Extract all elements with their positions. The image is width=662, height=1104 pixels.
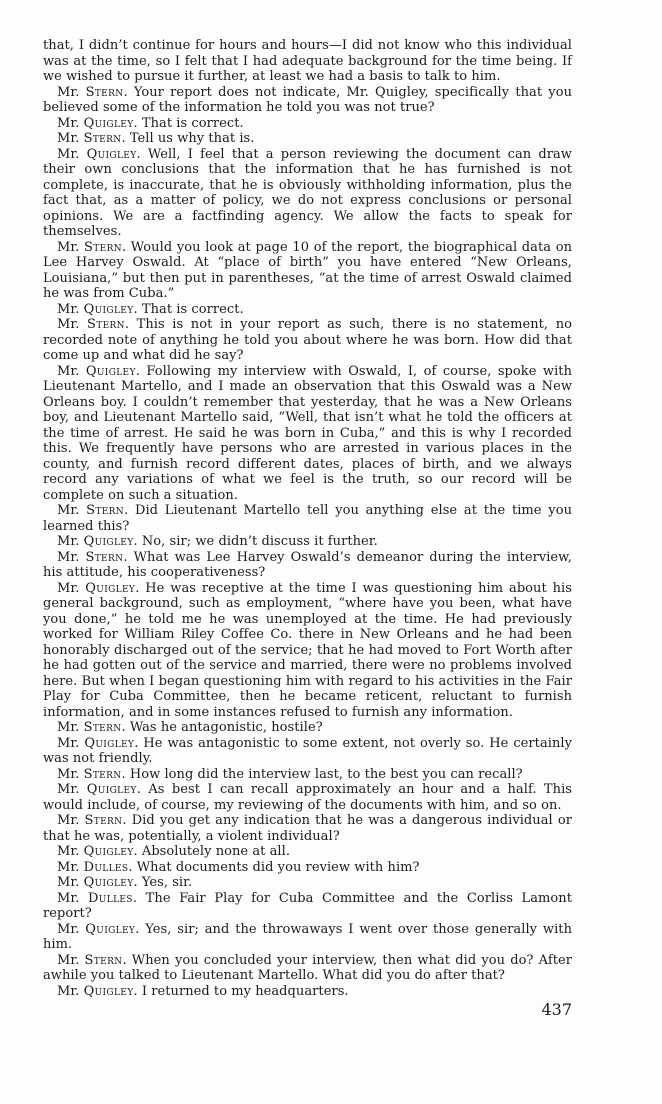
dialogue-paragraph <box>43 503 572 534</box>
speech-text: Did you get any indication that he was a dangerous individual or that he was, potentially, a violent individual? <box>43 813 572 844</box>
speaker-title: Mr. <box>57 146 87 162</box>
speaker-suffix: . <box>124 317 137 332</box>
dialogue-paragraph <box>43 317 572 364</box>
speaker-name: Stern <box>85 549 124 565</box>
speaker-title: Mr. <box>57 844 84 859</box>
dialogue-paragraph <box>43 38 572 85</box>
speaker-name: Quigley <box>83 844 134 859</box>
speaker-suffix: . <box>133 844 142 859</box>
speaker-title: Mr. <box>57 813 85 828</box>
speaker-name: Stern <box>83 766 122 782</box>
speaker-suffix: . <box>121 766 130 782</box>
speaker-name: Quigley <box>85 580 136 596</box>
speaker-suffix: . <box>135 363 147 379</box>
speech-text: The Fair Play for Cuba Committee and the Corliss Lamont report? <box>43 890 572 921</box>
dialogue-paragraph <box>43 131 572 147</box>
speaker-name: Quigley <box>83 115 134 131</box>
speech-text: As best I can recall approximately an hour and a half. This would include, of course, my reviewing of the documents with him, and so on. <box>43 782 572 813</box>
speaker-name: Stern <box>83 131 122 146</box>
speaker-suffix: . <box>133 983 142 999</box>
speech-text: Was he antagonistic, hostile? <box>129 720 323 735</box>
speaker-name: Quigley <box>83 983 134 999</box>
speaker-suffix: . <box>121 239 131 255</box>
speech-text: that, I didn’t continue for hours and hours—I did not know who this individual was at the time, so I felt that I had adequate background for the time being. If we wished to pursue it further, at least we had a basis to talk to him. <box>43 38 572 84</box>
speaker-name: Quigley <box>84 735 135 751</box>
speech-text: That is correct. <box>141 115 244 131</box>
speaker-suffix: . <box>133 534 142 549</box>
speaker-name: Stern <box>84 952 123 968</box>
speaker-title: Mr. <box>57 766 84 782</box>
speech-text: Yes, sir. <box>141 875 193 890</box>
speaker-suffix: . <box>123 549 134 565</box>
dialogue-paragraph <box>43 736 572 767</box>
speech-text: That is correct. <box>141 301 244 317</box>
speaker-title: Mr. <box>57 503 87 518</box>
speech-text: Following my interview with Oswald, I, of course, spoke with Lieutenant Martello, and I made an observation that this Oswald was a New Orleans boy. I couldn’t remember that yesterday, that he was a New Orleans boy, and Lieutenant Martello said, “Well, that isn’t what he told the officers at the time of arrest. He said he was born in Cuba,” and this is why I recorded this. We frequently have persons who are arrested in various places in the county, and furnish record different dates, places of birth, and we always record any variations of what we feel is the truth, so our record will be complete on such a situation. <box>43 363 572 503</box>
speaker-name: Stern <box>83 720 122 735</box>
speaker-title: Mr. <box>57 363 86 379</box>
dialogue-paragraph <box>43 813 572 844</box>
dialogue-paragraph <box>43 534 572 550</box>
dialogue-paragraph <box>43 875 572 891</box>
speaker-title: Mr. <box>57 84 86 100</box>
speech-text: Did Lieutenant Martello tell you anything else at the time you learned this? <box>43 503 572 534</box>
dialogue-paragraph <box>43 550 572 581</box>
speaker-title: Mr. <box>57 921 86 937</box>
speech-text: Absolutely none at all. <box>141 844 291 859</box>
speaker-name: Quigley <box>83 301 134 317</box>
speaker-suffix: . <box>132 890 146 906</box>
speech-text: Tell us why that is. <box>129 131 255 146</box>
speaker-name: Stern <box>85 84 124 100</box>
dialogue-paragraph <box>43 240 572 302</box>
speech-text: What documents did you review with him? <box>136 859 420 875</box>
speaker-suffix: . <box>124 503 135 518</box>
speaker-suffix: . <box>121 131 130 146</box>
speech-text: Your report does not indicate, Mr. Quigley, specifically that you believed some of the information he told you was not true? <box>43 84 572 115</box>
speaker-suffix: . <box>135 580 146 596</box>
speaker-suffix: . <box>122 813 132 828</box>
dialogue-paragraph <box>43 302 572 318</box>
speaker-title: Mr. <box>57 115 84 131</box>
dialogue-paragraph <box>43 85 572 116</box>
speaker-name: Stern <box>84 239 122 255</box>
speaker-name: Quigley <box>86 782 137 797</box>
dialogue-paragraph <box>43 767 572 783</box>
speaker-title: Mr. <box>57 890 89 906</box>
speaker-name: Quigley <box>86 146 137 162</box>
speaker-name: Stern <box>86 317 125 332</box>
speech-text: Yes, sir; and the throwaways I went over those generally with him. <box>43 921 572 952</box>
dialogue-paragraph <box>43 953 572 984</box>
speaker-suffix: . <box>128 859 137 875</box>
speech-text: This is not in your report as such, there is no statement, no recorded note of anything he told you about where he was born. How did that come up and what did he say? <box>43 317 572 363</box>
dialogue-paragraph <box>43 860 572 876</box>
speaker-title: Mr. <box>57 983 84 999</box>
dialogue-paragraph <box>43 720 572 736</box>
speech-text: How long did the interview last, to the best you can recall? <box>129 766 523 782</box>
speaker-title: Mr. <box>57 317 87 332</box>
speaker-name: Stern <box>86 503 125 518</box>
speaker-suffix: . <box>135 921 146 937</box>
dialogue-paragraph <box>43 844 572 860</box>
speech-text: No, sir; we didn’t discuss it further. <box>141 534 378 549</box>
speaker-title: Mr. <box>57 952 85 968</box>
speaker-name: Quigley <box>83 875 134 890</box>
speaker-suffix: . <box>134 735 144 751</box>
speaker-suffix: . <box>121 720 130 735</box>
transcript-body <box>43 38 572 999</box>
speech-text: What was Lee Harvey Oswald’s demeanor during the interview, his attitude, his cooperativeness? <box>43 549 572 580</box>
page-number: 437 <box>541 1000 572 1019</box>
dialogue-paragraph <box>43 364 572 504</box>
speaker-title: Mr. <box>57 534 84 549</box>
dialogue-paragraph <box>43 147 572 240</box>
dialogue-paragraph <box>43 782 572 813</box>
speaker-suffix: . <box>122 952 132 968</box>
speaker-title: Mr. <box>57 301 84 317</box>
dialogue-paragraph <box>43 891 572 922</box>
speech-text: Would you look at page 10 of the report, the biographical data on Lee Harvey Oswald. At “place of birth” you have entered “New Orleans, Louisiana,” but then put in parentheses, “at the time of arrest Oswald claimed he was from Cuba.” <box>43 239 573 301</box>
speaker-title: Mr. <box>57 549 86 565</box>
speaker-name: Dulles <box>88 890 133 906</box>
speaker-name: Dulles <box>83 859 129 875</box>
speech-text: He was antagonistic to some extent, not overly so. He certainly was not friendly. <box>43 735 572 766</box>
speaker-name: Quigley <box>83 534 134 549</box>
speech-text: I returned to my headquarters. <box>141 983 349 999</box>
dialogue-paragraph <box>43 984 572 1000</box>
speaker-title: Mr. <box>57 720 84 735</box>
speaker-name: Quigley <box>85 921 136 937</box>
speaker-name: Stern <box>84 813 123 828</box>
speaker-suffix: . <box>133 875 142 890</box>
dialogue-paragraph <box>43 116 572 132</box>
speaker-suffix: . <box>133 301 142 317</box>
speaker-suffix: . <box>123 84 134 100</box>
speaker-title: Mr. <box>57 580 86 596</box>
dialogue-paragraph <box>43 922 572 953</box>
speaker-title: Mr. <box>57 735 85 751</box>
speech-text: When you concluded your interview, then what did you do? After awhile you talked to Lieutenant Martello. What did you do after that? <box>43 952 572 983</box>
speaker-title: Mr. <box>57 859 84 875</box>
speaker-title: Mr. <box>57 131 84 146</box>
speaker-title: Mr. <box>57 239 85 255</box>
dialogue-paragraph <box>43 581 572 721</box>
speech-text: He was receptive at the time I was questioning him about his general background, such as employment, “where have you been, what have you done,” he told me he was unemployed at the time. He had previously worked for William Riley Coffee Co. there in New Orleans and he had been honorably discharged out of the service; that he had moved to Fort Worth after he had gotten out of the service and married, there were no problems involved here. But when I began questioning him with regard to his activities in the Fair Play for Cuba Committee, then he became reticent, reluctant to furnish information, and in some instances refused to furnish any information. <box>43 580 572 720</box>
speaker-suffix: . <box>133 115 142 131</box>
speaker-title: Mr. <box>57 782 87 797</box>
speaker-suffix: . <box>136 782 149 797</box>
speaker-suffix: . <box>136 146 148 162</box>
speech-text: Well, I feel that a person reviewing the document can draw their own conclusions that the information that he has furnished is not complete, is inaccurate, that he is obviously withholding information, plus the fact that, as a matter of policy, we do not express conclusions or personal opinions. We are a factfinding agency. We allow the facts to speak for themselves. <box>43 146 572 239</box>
speaker-name: Quigley <box>85 363 136 379</box>
speaker-title: Mr. <box>57 875 84 890</box>
